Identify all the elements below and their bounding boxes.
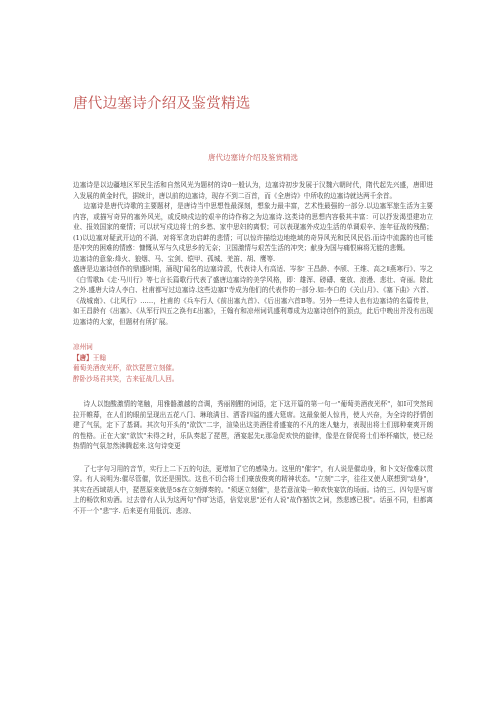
document-subtitle: 唐代边塞诗介绍及鉴赏精选	[208, 153, 298, 162]
document-title: 唐代边塞诗介绍及鉴赏精选	[73, 96, 251, 112]
poem-line-1: 葡萄美酒夜光杯，欲饮琵琶立刻催。	[73, 364, 179, 372]
document-body	[73, 152, 433, 516]
analysis-paragraph-2: 了七字句习用的音节，实行上二下五的句法，更增加了它的感染力。这里的"催字"，有人说是催动身，和卜文好像难以贯穿。有人说明为:催尽管催，饮还是照饮。这也不切合将士们豪放俊爽的精神状态。"立刻"二字，往往又使人联想到"动身"，其实在西域胡人中，琵琶原来就是5$在立刻弹奏的。"须逐立刻催"，是若意渲染一种欢快宴饮的场面。诗的三、四句是写席上的畅饮和劝酒。过去曾有人认为这两句"作旷达语，倍觉哀思"还有人说"故作豁饮之词，然悲感已极"。话虽不同，但都离不开一个"悲"字. 后来更有用低沉、悲凉、	[73, 464, 433, 515]
poem-dynasty-tag: 【唐】	[73, 353, 93, 362]
poem-line-2: 醉卧沙场君其笑，古来征战几人回。	[73, 374, 179, 383]
poem-block	[73, 342, 433, 384]
poem-title: 凉州词	[73, 343, 93, 351]
intro-paragraph-4: 盛唐是边塞诗创作的鼎盛时期，涌现J'闻名的边塞诗派，代表诗人有高适、岑参' 王昌龄、李颀、王维、高之ǁ燕寒行》、岑之《白雪歌h《走·马川行》等七言长篇歌行代表了盛唐边塞诗的美学风格，即：雄浑、磅礴、豪放、浪漫、悲壮、奇丽。除此之外.盛唐大诗人李白、杜甫都写过边塞诗.这些边塞I'寺成为他们的代表作的一部分.如:李白的《关山月》、《塞下曲》六首、《战城南》、《北风行》……，杜甫的《兵车行人《前出塞九首》、《后出塞六首B等。另外一些诗人也有边塞诗的名篇传世，如王昌龄有《出塞》、《从军行四五之涣有£出塞》，王翰有和凉州词讥盛利尊成为边塞诗创作的顶点，此后中晚出并没有出现边塞诗的大家，但题材有所扩展。	[73, 265, 433, 326]
intro-paragraph-3: 边塞诗的意象:烽火、狼烟、马、宝剑、铠甲、孤城、羌笛、胡、鹰等.	[73, 254, 276, 263]
poem-author-line	[73, 353, 433, 364]
analysis-paragraph-1: 诗人以饱酸激情的笔触，用雅骼激越的音调，秀丽刚酣的词语，定下这开篇的第一句一"葡萄美酒夜光杯"，如I可突然间拉开帷幕，在人们的眼前呈现出五花八门、琳琅满目、洒香四溢的盛大筵席。这最象便人惊肖，使人兴奋，为全诗的抒情创建了气氛，定下了基调。其次句开头的"欲饮"二字，渲染出这美酒佳肴盛宴的不凡的迷人魅力，表现出将士们那种豪爽开朗的性格。正在大家"欲饮"未得之时，乐队奏起了琵琶，酒宴起先r,那急促欢快的旋律，像是在督促将士们举杯痛饮，使已经热情的气氛忽然沸腾起来.这句诗变更	[73, 400, 433, 450]
poem-author: 王翰	[92, 353, 106, 362]
intro-paragraph-2: 边塞诗是唐代诗歌的主要题材，是唐诗当中思想性最深刻，想象力最丰富，艺术性最强的一部分.以边塞军旅生活为主要内容，或描写奇异的塞外风光，或反映戍边的艰辛的诗作称之为边塞诗.这类诗的思想内容极其丰富：可以抒发渴望建功立业、报效国家的豪情；可以状写戍边将士的乡愁、家中思妇的离恨；可以表现塞外戍边生活的单调艰辛、连年征战的残酷；(1)以边塞对疑武开边的不满、对将军贪功启衅的悲情；可以惊许描绘边地绝域的奇异风光和民风民俗.而诗中流露的也可能是冲突的困难的情感：慷慨从军与久戍思乡的无奈；卫国激情与艰苦生活的冲突；献身为国与痛恨麻将无能的悲慨。	[73, 202, 433, 252]
intro-paragraph-1: 边塞诗是以边疆地区军民生活和自然风光为题材的诗0一般认为，边塞诗初步发展于汉魏六朝时代，隋代起先兴盛，唐即进入发展的黄金时代，据统计，唐以前的边塞诗，现存不到二百首，而《全唐诗》中所收的边塞诗就达两千余首。	[73, 181, 433, 200]
